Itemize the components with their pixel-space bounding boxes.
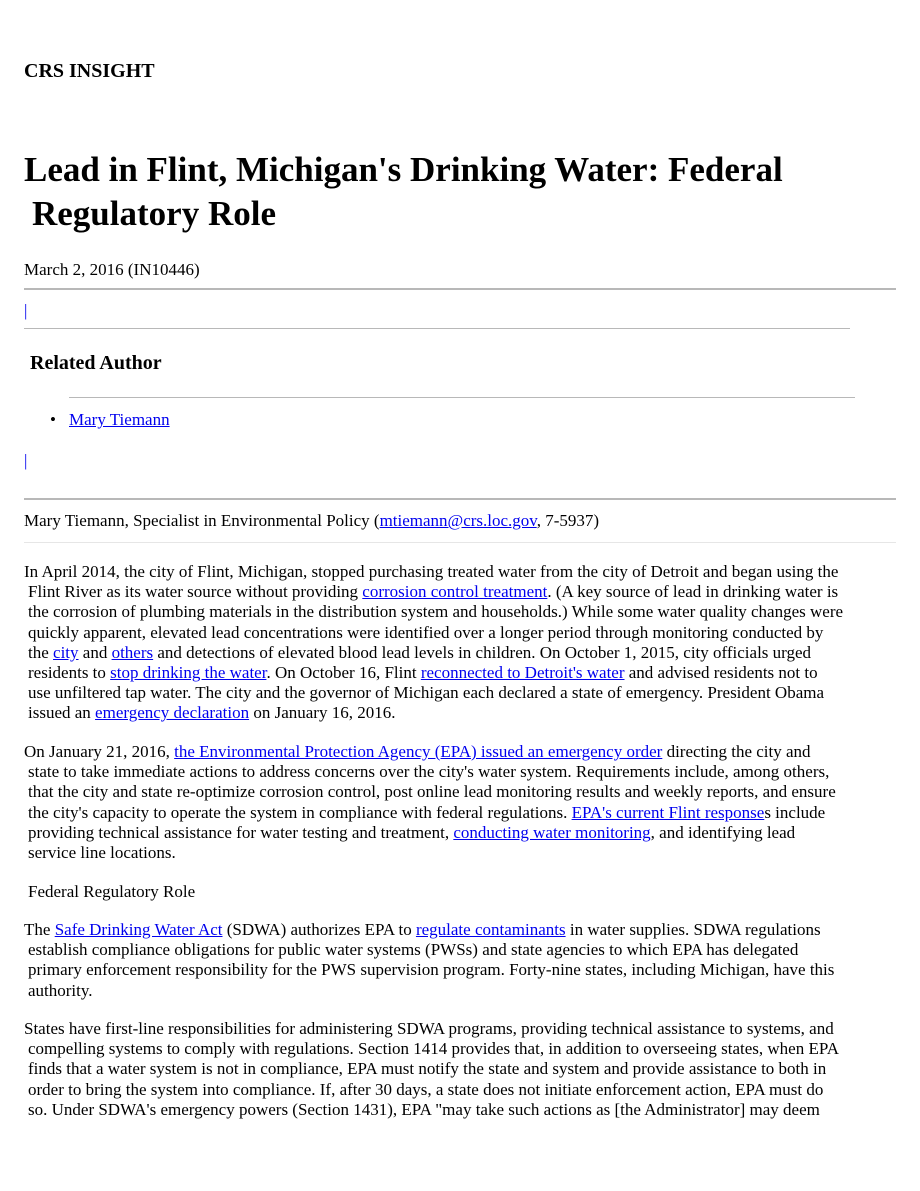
pipe-link-bottom[interactable]: | [24, 451, 28, 470]
text-line [24, 582, 896, 602]
text-span: providing technical assistance for water testing and treatment, [28, 822, 454, 842]
text-span: Flint River as its water source without providing [28, 582, 363, 602]
text-line [24, 663, 896, 683]
sdwa-link[interactable]: Safe Drinking Water Act [54, 920, 223, 939]
text-span: on January 16, 2016. [249, 703, 396, 723]
bullet-icon: • [50, 410, 56, 429]
text-line: quickly apparent, elevated lead concentrations were identified over a longer period through monitoring conducted by [28, 622, 824, 642]
corrosion-control-link[interactable]: corrosion control treatment [362, 582, 548, 602]
text-line: establish compliance obligations for public water systems (PWSs) and state agencies to which EPA has delegated [28, 940, 799, 960]
text-span: directing the city and [662, 742, 811, 761]
divider [24, 542, 896, 543]
text-line: the corrosion of plumbing materials in the distribution system and households.) While some water quality changes were [28, 602, 844, 622]
others-link[interactable]: others [111, 642, 154, 662]
city-link[interactable]: city [53, 642, 79, 662]
paragraph-1 [24, 562, 896, 724]
text-line [24, 920, 896, 940]
divider [69, 397, 855, 398]
text-line: order to bring the system into compliance. If, after 30 days, a state does not initiate enforcement action, EPA must do [28, 1079, 824, 1099]
byline-suffix: , 7-5937) [536, 511, 600, 530]
text-span: On January 21, 2016, [24, 742, 175, 761]
text-line [24, 742, 896, 762]
divider [24, 328, 850, 329]
text-line: compelling systems to comply with regulations. Section 1414 provides that, in addition to overseeing states, when EPA [28, 1039, 840, 1059]
title-line-2: Regulatory Role [32, 194, 276, 233]
page-title [24, 148, 884, 236]
text-span: , and identifying lead [650, 822, 796, 842]
text-span: . On October 16, Flint [266, 663, 421, 683]
text-span: s include [764, 802, 826, 822]
paragraph-2 [24, 742, 896, 863]
text-span: The [24, 920, 55, 939]
text-span: and detections of elevated blood lead levels in children. On October 1, 2015, city officials urged [153, 642, 812, 662]
list-item [48, 410, 170, 430]
text-span: (SDWA) authorizes EPA to [222, 920, 416, 939]
text-line: primary enforcement responsibility for the PWS supervision program. Forty-nine states, including Michigan, have this [28, 960, 835, 980]
text-line [24, 643, 896, 663]
text-span: the city's capacity to operate the system in compliance with federal regulations. [28, 802, 572, 822]
related-author-heading: Related Author [30, 352, 162, 374]
text-line: finds that a water system is not in compliance, EPA must notify the state and system and provide assistance to both in [28, 1059, 827, 1079]
related-author-list [48, 410, 170, 430]
publication-date: March 2, 2016 (IN10446) [24, 260, 200, 279]
text-line [24, 803, 896, 823]
text-span: residents to [28, 663, 111, 683]
text-span: and [78, 642, 112, 662]
author-link[interactable]: Mary Tiemann [69, 410, 170, 429]
divider [24, 288, 896, 290]
text-span: in water supplies. SDWA regulations [565, 920, 821, 939]
reconnected-link[interactable]: reconnected to Detroit's water [420, 663, 625, 683]
series-label: CRS INSIGHT [24, 60, 155, 82]
text-line: that the city and state re-optimize corrosion control, post online lead monitoring results and weekly reports, and ensure [28, 782, 836, 802]
byline [24, 511, 599, 531]
stop-drinking-link[interactable]: stop drinking the water [110, 663, 267, 683]
paragraph-4 [24, 1019, 896, 1120]
text-line [24, 823, 896, 843]
regulate-contaminants-link[interactable]: regulate contaminants [415, 920, 566, 939]
water-monitoring-link[interactable]: conducting water monitoring [453, 822, 651, 842]
text-line [24, 703, 896, 723]
text-span: . (A key source of lead in drinking water is [547, 582, 839, 602]
text-line: use unfiltered tap water. The city and the governor of Michigan each declared a state of emergency. President Obama [28, 683, 825, 703]
paragraph-3 [24, 920, 896, 1001]
byline-prefix: Mary Tiemann, Specialist in Environmental Policy ( [24, 511, 380, 530]
epa-emergency-order-link[interactable]: the Environmental Protection Agency (EPA) issued an emergency order [174, 742, 663, 761]
emergency-declaration-link[interactable]: emergency declaration [95, 703, 250, 723]
text-line: state to take immediate actions to address concerns over the city's water system. Requirements include, among others, [28, 762, 830, 782]
epa-flint-response-link[interactable]: EPA's current Flint response [571, 802, 765, 822]
text-span: and advised residents not to [624, 663, 818, 683]
text-span: the [28, 642, 54, 662]
text-line: In April 2014, the city of Flint, Michigan, stopped purchasing treated water from the city of Detroit and began using the [24, 562, 839, 581]
divider [24, 498, 896, 500]
title-line-1: Lead in Flint, Michigan's Drinking Water: Federal [24, 150, 783, 189]
email-link[interactable]: mtiemann@crs.loc.gov [379, 511, 537, 530]
text-line: service line locations. [28, 843, 176, 863]
text-line: States have first-line responsibilities for administering SDWA programs, providing technical assistance to systems, and [24, 1019, 834, 1038]
section-heading: Federal Regulatory Role [28, 882, 196, 901]
text-span: issued an [28, 703, 96, 723]
pipe-link-top[interactable]: | [24, 301, 28, 320]
text-line: authority. [28, 980, 93, 1000]
text-line: so. Under SDWA's emergency powers (Section 1431), EPA "may take such actions as [the Administrator] may deem [28, 1099, 820, 1119]
